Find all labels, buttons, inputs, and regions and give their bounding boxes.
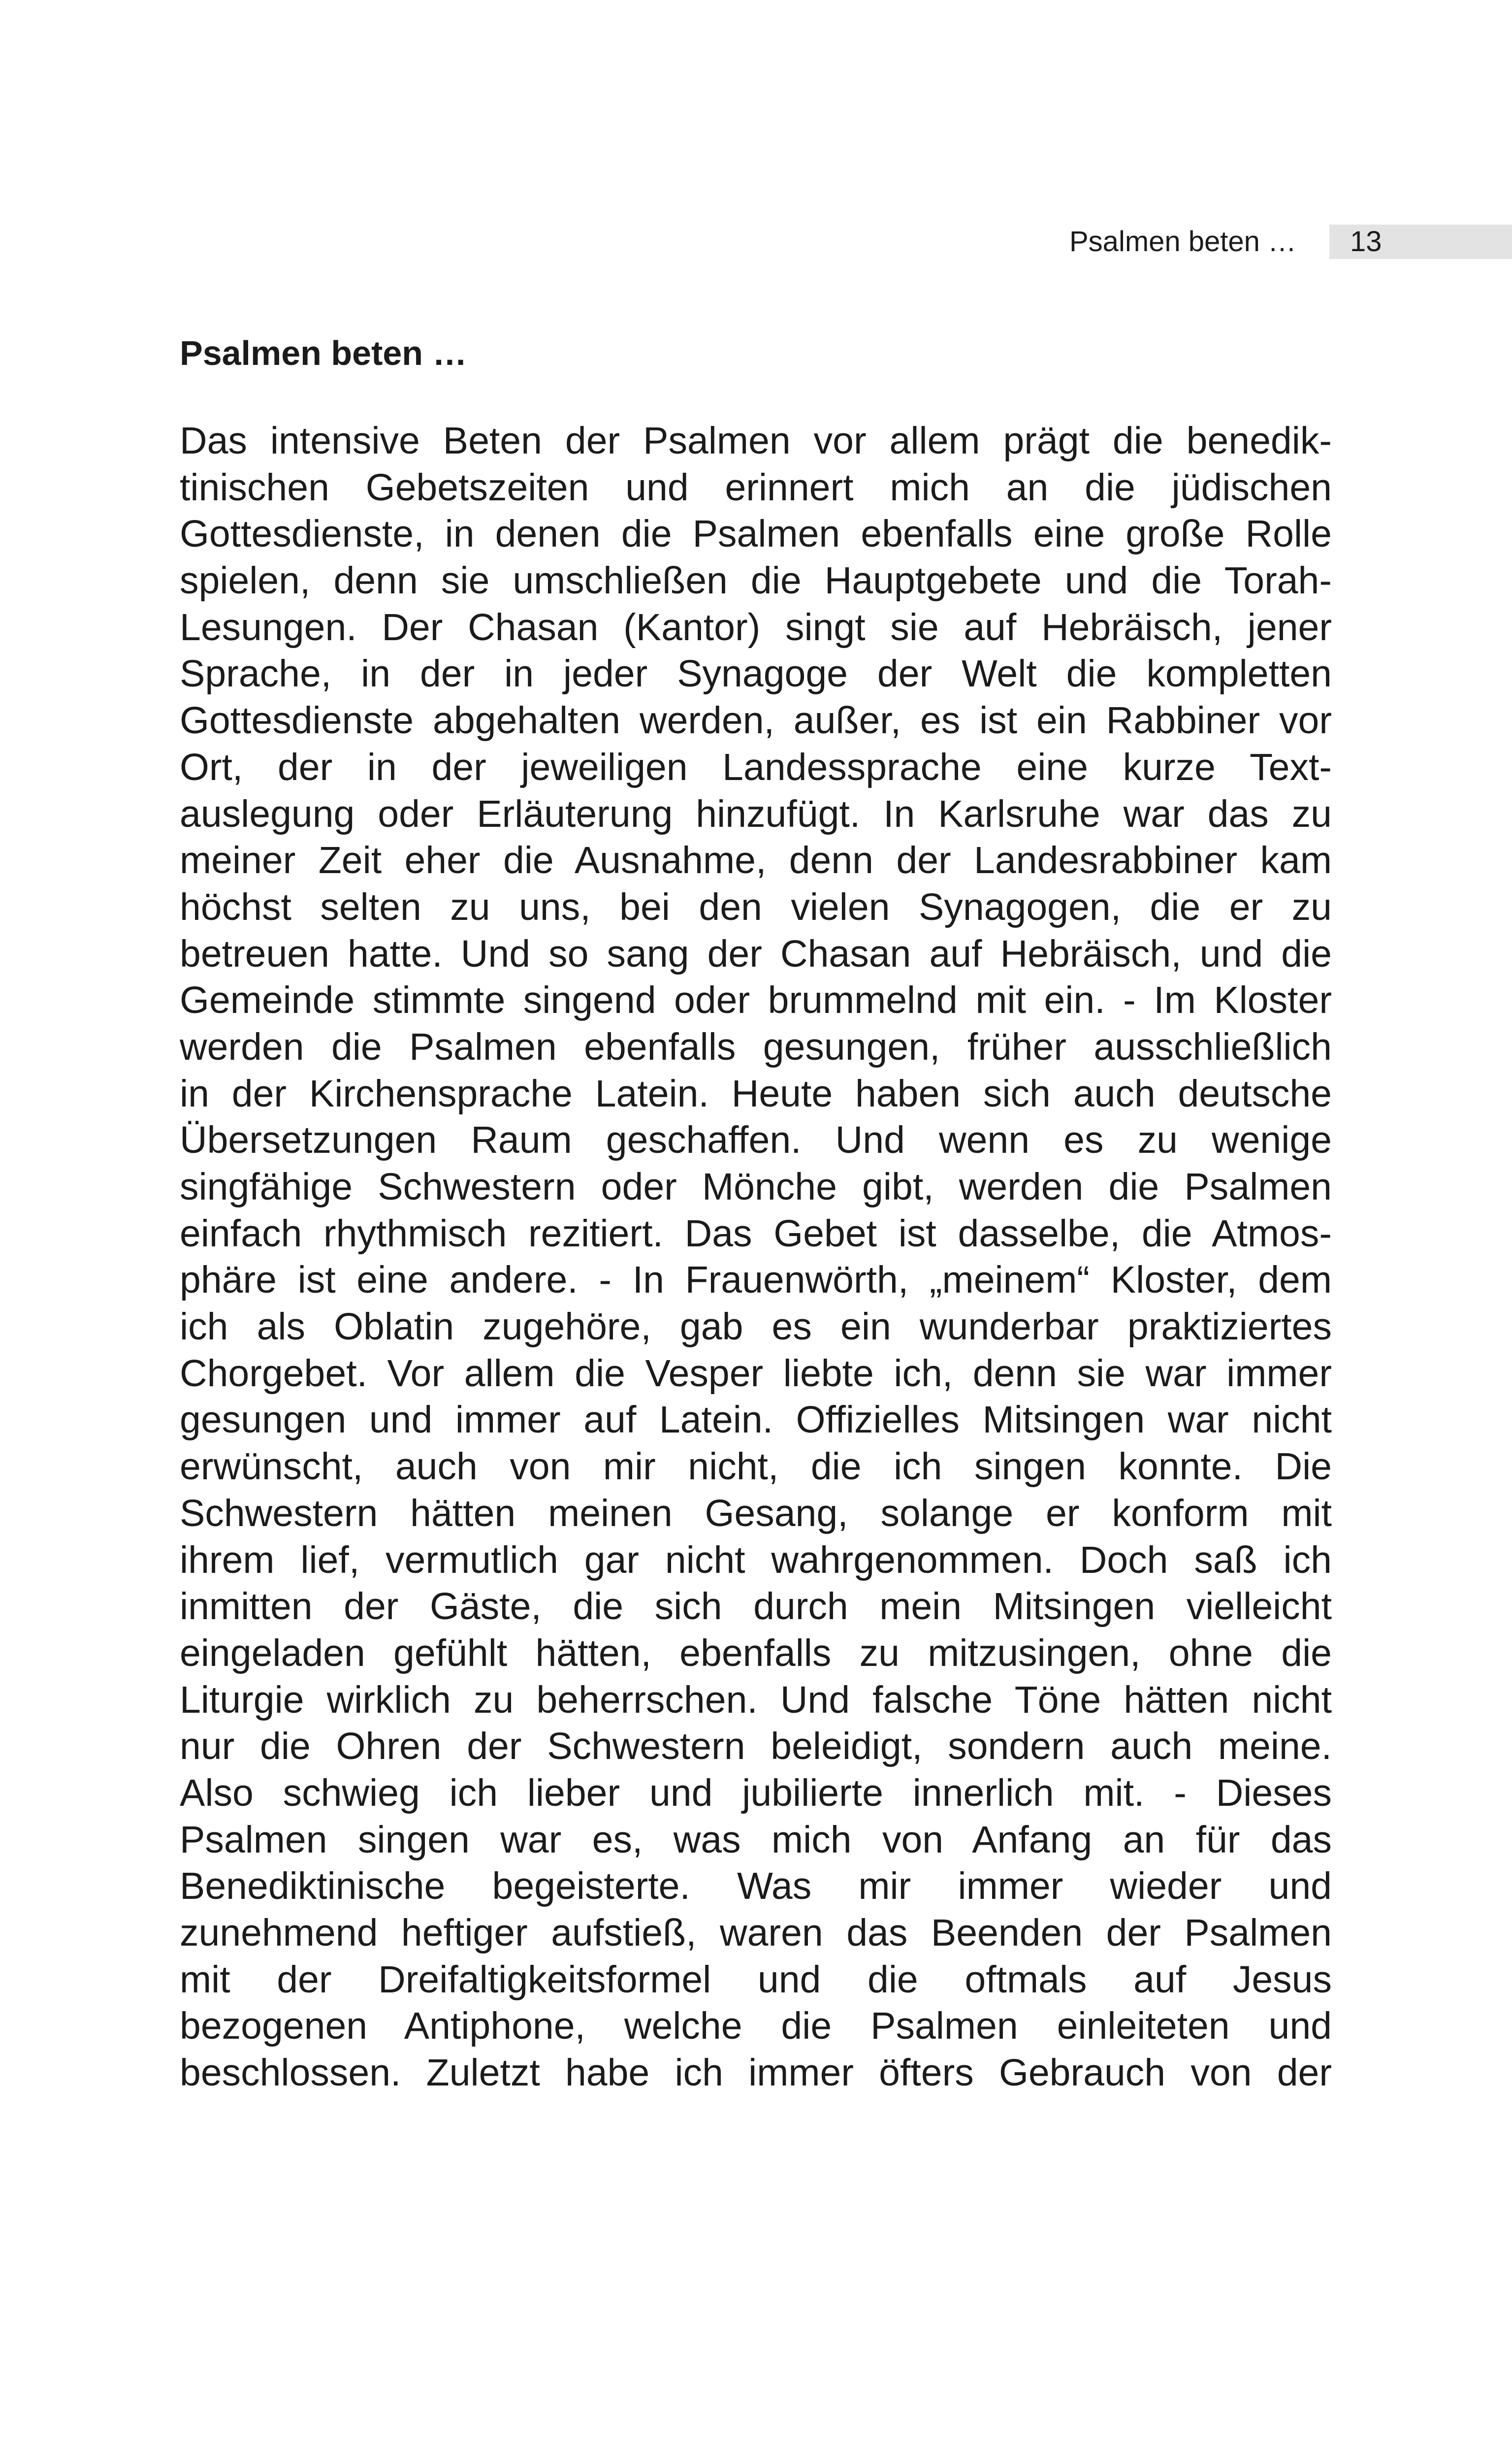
text-line: zunehmend heftiger aufstieß, waren das Beenden der Psalmen [180, 1912, 1332, 1954]
text-line: Ort, der in der jeweiligen Landessprache eine kurze Text- [180, 746, 1332, 788]
text-line: Das intensive Beten der Psalmen vor allem prägt die benedik- [180, 420, 1332, 462]
text-line: ich als Oblatin zugehöre, gab es ein wunderbar praktiziertes [180, 1305, 1332, 1348]
text-line: Also schwieg ich lieber und jubilierte innerlich mit. - Dieses [180, 1771, 1332, 1814]
running-header [0, 225, 1512, 259]
running-header-title: Psalmen beten … [1069, 226, 1297, 258]
text-line: singfähige Schwestern oder Mönche gibt, werden die Psalmen [180, 1166, 1332, 1208]
section-heading: Psalmen beten … [180, 334, 467, 372]
text-line: Gemeinde stimmte singend oder brummelnd mit ein. - Im Kloster [180, 979, 1332, 1022]
text-line: betreuen hatte. Und so sang der Chasan auf Hebräisch, und die [180, 932, 1332, 975]
text-line: werden die Psalmen ebenfalls gesungen, früher ausschließlich [180, 1025, 1332, 1068]
text-line: tinischen Gebetszeiten und erinnert mich an die jüdischen [180, 466, 1332, 509]
text-line: auslegung oder Erläuterung hinzufügt. In Karlsruhe war das zu [180, 792, 1332, 835]
text-line: bezogenen Antiphone, welche die Psalmen einleiteten und [180, 2005, 1332, 2048]
text-line: Chorgebet. Vor allem die Vesper liebte ich, denn sie war immer [180, 1352, 1332, 1395]
text-line: spielen, denn sie umschließen die Hauptgebete und die Torah- [180, 559, 1332, 602]
text-line: Schwestern hätten meinen Gesang, solange er konform mit [180, 1492, 1332, 1534]
text-line: Lesungen. Der Chasan (Kantor) singt sie auf Hebräisch, jener [180, 606, 1332, 649]
text-line: Sprache, in der in jeder Synagoge der Welt die kompletten [180, 652, 1332, 695]
text-line: eingeladen gefühlt hätten, ebenfalls zu mitzusingen, ohne die [180, 1631, 1332, 1674]
text-line: Benediktinische begeisterte. Was mir immer wieder und [180, 1865, 1332, 1908]
text-line: mit der Dreifaltigkeitsformel und die oftmals auf Jesus [180, 1958, 1332, 2001]
text-line: Liturgie wirklich zu beherrschen. Und falsche Töne hätten nicht [180, 1678, 1332, 1721]
text-line: Gottesdienste, in denen die Psalmen ebenfalls eine große Rolle [180, 513, 1332, 555]
text-line: erwünscht, auch von mir nicht, die ich singen konnte. Die [180, 1445, 1332, 1488]
text-line: gesungen und immer auf Latein. Offizielles Mitsingen war nicht [180, 1399, 1332, 1441]
text-line: Gottesdienste abgehalten werden, außer, es ist ein Rabbiner vor [180, 699, 1332, 742]
page-number: 13 [1350, 226, 1382, 258]
text-line: einfach rhythmisch rezitiert. Das Gebet ist dasselbe, die Atmos- [180, 1212, 1332, 1255]
text-line: in der Kirchensprache Latein. Heute haben sich auch deutsche [180, 1072, 1332, 1115]
text-line: nur die Ohren der Schwestern beleidigt, sondern auch meine. [180, 1725, 1332, 1768]
page-number-tab [1329, 225, 1512, 259]
text-line: beschlossen. Zuletzt habe ich immer öfters Gebrauch von der [180, 2052, 1332, 2094]
text-line: Psalmen singen war es, was mich von Anfang an für das [180, 1818, 1332, 1861]
body-text [180, 418, 1332, 2096]
text-line: höchst selten zu uns, bei den vielen Synagogen, die er zu [180, 885, 1332, 928]
text-line: meiner Zeit eher die Ausnahme, denn der Landesrabbiner kam [180, 839, 1332, 882]
text-line: ihrem lief, vermutlich gar nicht wahrgenommen. Doch saß ich [180, 1538, 1332, 1581]
text-line: phäre ist eine andere. - In Frauenwörth, „meinem“ Kloster, dem [180, 1259, 1332, 1302]
text-line: Übersetzungen Raum geschaffen. Und wenn es zu wenige [180, 1119, 1332, 1162]
text-line: inmitten der Gäste, die sich durch mein Mitsingen vielleicht [180, 1585, 1332, 1628]
